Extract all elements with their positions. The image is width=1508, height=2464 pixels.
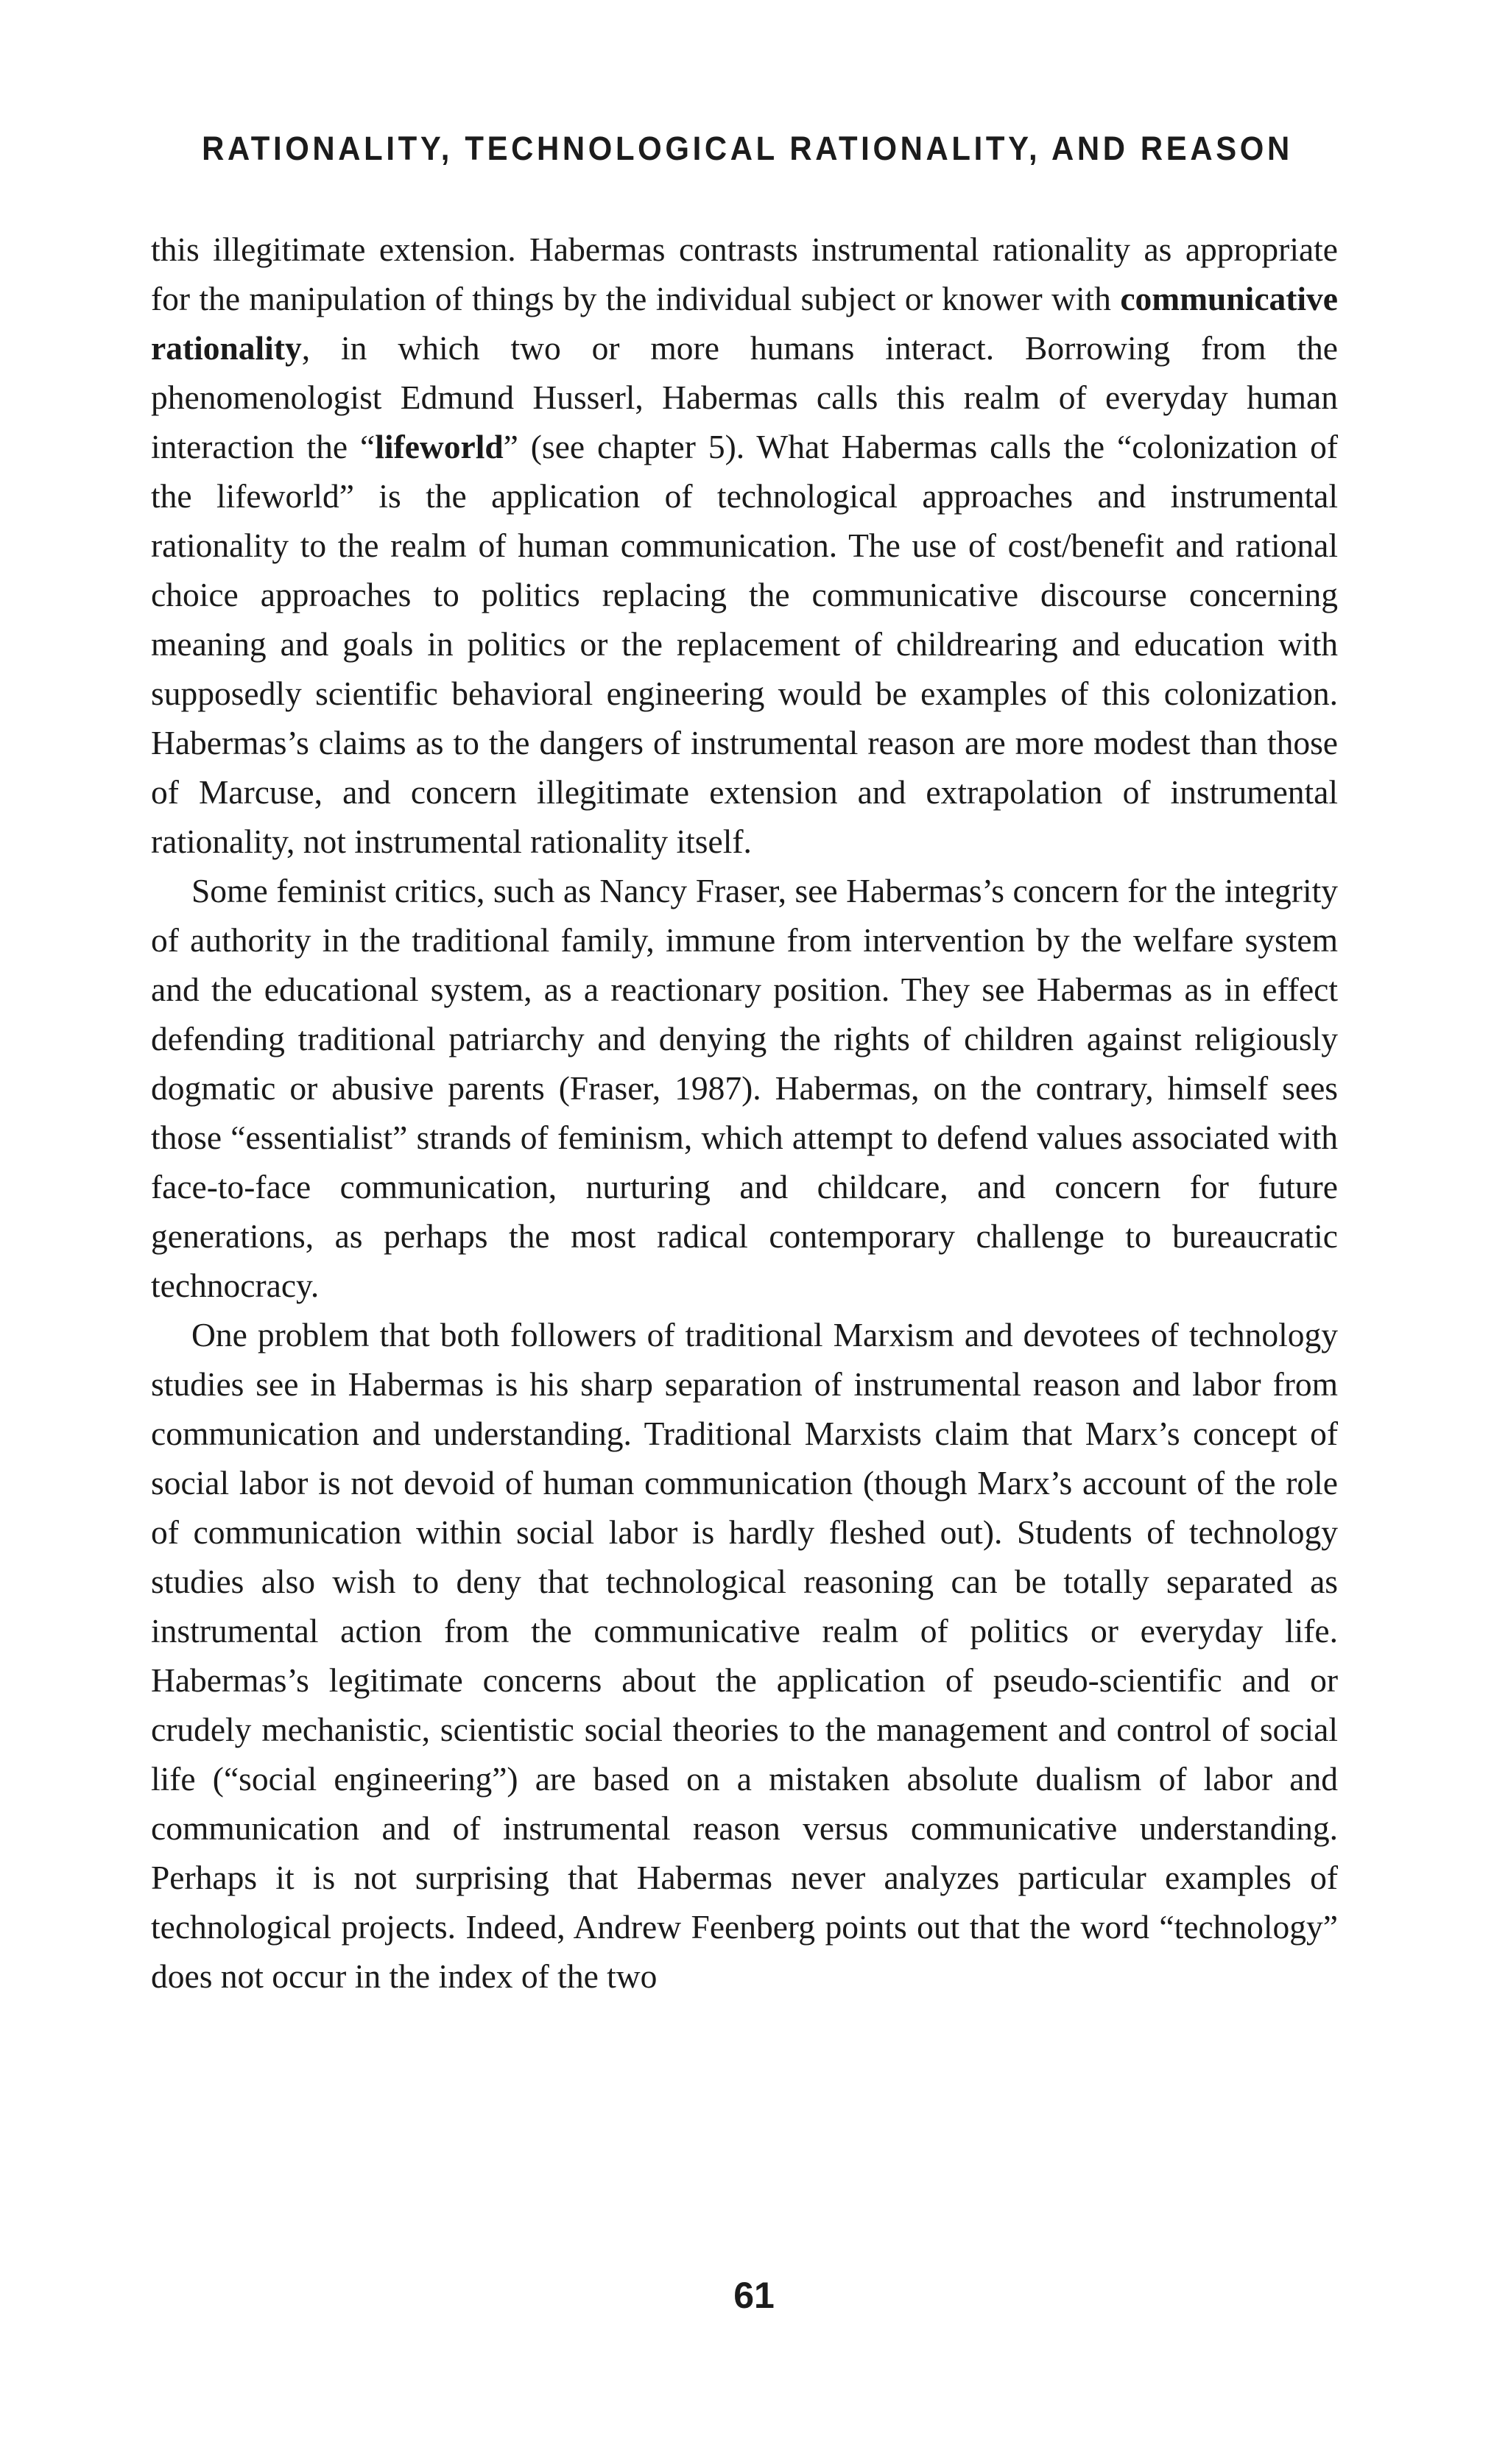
page-number: 61	[733, 2275, 775, 2316]
paragraph-1	[151, 225, 1338, 866]
term-communicative-rationality: communicative rationality	[151, 280, 1338, 367]
paragraph-2: Some feminist critics, such as Nancy Fraser, see Habermas’s concern for the integrity of authority in the traditional family, immune from intervention by the welfare system and the educational system, as a reactionary position. They see Habermas as in effect defending traditional patriarchy and denying the rights of children against religiously dogmatic or abusive parents (Fraser, 1987). Habermas, on the contrary, himself sees those “essentialist” strands of feminism, which attempt to defend values associated with face-to-face communication, nurturing and childcare, and concern for future generations, as perhaps the most radical contemporary challenge to bureaucratic technocracy.	[151, 872, 1338, 1304]
running-head: RATIONALITY, TECHNOLOGICAL RATIONALITY, AND REASON	[202, 130, 1293, 167]
paragraph-1-text-c: ” (see chapter 5). What Habermas calls the “colonization of the lifeworld” is the application of technological approaches and instrumental rationality to the realm of human communication. The use of cost/benefit and rational choice approaches to politics replacing the communicative discourse concerning meaning and goals in politics or the replacement of childrearing and education with supposedly scientific behavioral engineering would be examples of this colonization. Habermas’s claims as to the dangers of instrumental reason are more modest than those of Marcuse, and concern illegitimate extension and extrapolation of instrumental rationality, not instrumental rationality itself.	[151, 428, 1339, 860]
term-lifeworld: lifeworld	[375, 428, 504, 465]
body-text	[151, 225, 1338, 2001]
paragraph-1-text-b: , in which two or more humans interact. Borrowing from the phenomenologist Edmund Husserl, Habermas calls this realm of everyday human interaction the “	[151, 329, 1338, 465]
paragraph-1-text-a: this illegitimate extension. Habermas contrasts instrumental rationality as appropriate for the manipulation of things by the individual subject or knower with	[151, 230, 1338, 317]
paragraph-3: One problem that both followers of traditional Marxism and devotees of technology studies see in Habermas is his sharp separation of instrumental reason and labor from communication and understanding. Traditional Marxists claim that Marx’s concept of social labor is not devoid of human communication (though Marx’s account of the role of communication within social labor is hardly fleshed out). Students of technology studies also wish to deny that technological reasoning can be totally separated as instrumental action from the communicative realm of politics or everyday life. Habermas’s legitimate concerns about the application of pseudo-scientific and or crudely mechanistic, scientistic social theories to the management and control of social life (“social engineering”) are based on a mistaken absolute dualism of labor and communication and of instrumental reason versus communicative understanding. Perhaps it is not surprising that Habermas never analyzes particular examples of technological projects. Indeed, Andrew Feenberg points out that the word “technology” does not occur in the index of the two	[151, 1316, 1338, 1995]
